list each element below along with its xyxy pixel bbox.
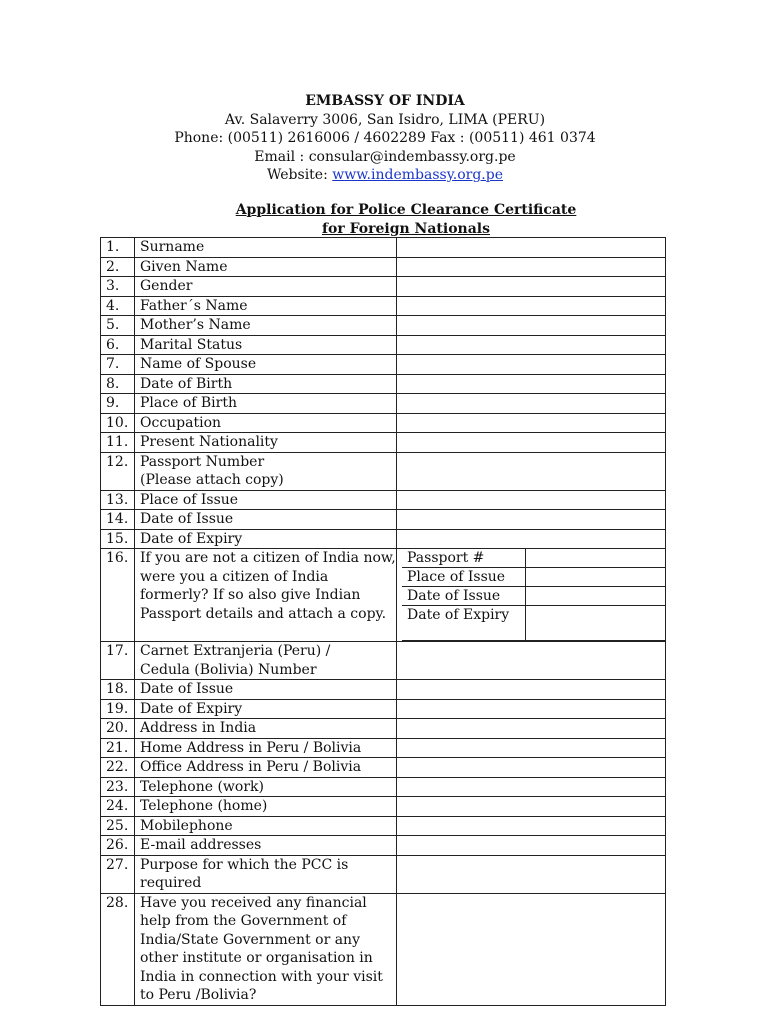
- embassy-phone: Phone: (00511) 2616006 / 4602289 Fax : (00511) 461 0374: [174, 130, 596, 146]
- form-row: [101, 855, 666, 893]
- field-number: 6.: [101, 335, 135, 355]
- field-answer-box[interactable]: [397, 355, 666, 375]
- form-row: [101, 374, 666, 394]
- form-row: [101, 490, 666, 510]
- field-number: 27.: [101, 855, 135, 893]
- field-number: 3.: [101, 277, 135, 297]
- field-number: 5.: [101, 316, 135, 336]
- field-answer-box[interactable]: [397, 738, 666, 758]
- field-number: 16.: [101, 549, 135, 642]
- form-row: [101, 836, 666, 856]
- field-number: 8.: [101, 374, 135, 394]
- field-label: E-mail addresses: [135, 836, 397, 856]
- subtable-row: [402, 587, 665, 606]
- field-answer-box[interactable]: [397, 335, 666, 355]
- field-answer-box[interactable]: [397, 758, 666, 778]
- field-answer-box[interactable]: [397, 680, 666, 700]
- form-row: [101, 335, 666, 355]
- field-answer-box[interactable]: [397, 413, 666, 433]
- subtable-row: [402, 606, 665, 641]
- field-number: 17.: [101, 642, 135, 680]
- field-number: 20.: [101, 719, 135, 739]
- field-label: Passport Number (Please attach copy): [135, 452, 397, 490]
- field-label: Date of Expiry: [135, 529, 397, 549]
- subtable-row: [402, 549, 665, 568]
- field-label: Date of Birth: [135, 374, 397, 394]
- field-number: 11.: [101, 433, 135, 453]
- field-answer-box[interactable]: [397, 529, 666, 549]
- website-link[interactable]: www.indembassy.org.pe: [332, 167, 503, 183]
- embassy-name: EMBASSY OF INDIA: [305, 93, 465, 109]
- subfield-label: Date of Issue: [402, 587, 526, 606]
- form-title-line-2: for Foreign Nationals: [321, 220, 490, 237]
- field-number: 19.: [101, 699, 135, 719]
- field-answer-box[interactable]: [397, 699, 666, 719]
- field-answer-box[interactable]: [397, 797, 666, 817]
- field-label: Telephone (work): [135, 777, 397, 797]
- field-label: Purpose for which the PCC is required: [135, 855, 397, 893]
- field-label: Carnet Extranjeria (Peru) / Cedula (Bolivia) Number: [135, 642, 397, 680]
- form-row: [101, 413, 666, 433]
- field-label: If you are not a citizen of India now, were you a citizen of India formerly? If so also give Indian Passport details and attach a copy.: [135, 549, 397, 642]
- field-answer-box[interactable]: [397, 394, 666, 414]
- field-answer-box[interactable]: [397, 836, 666, 856]
- field-number: 24.: [101, 797, 135, 817]
- form-row: [101, 452, 666, 490]
- subfield-label: Date of Expiry: [402, 606, 526, 641]
- form-row: [101, 238, 666, 258]
- subfield-answer-box[interactable]: [526, 587, 666, 606]
- form-row: [101, 699, 666, 719]
- field-label: Surname: [135, 238, 397, 258]
- form-title: [0, 201, 770, 238]
- field-label: Mobilephone: [135, 816, 397, 836]
- field-number: 21.: [101, 738, 135, 758]
- form-row: [101, 816, 666, 836]
- embassy-address: Av. Salaverry 3006, San Isidro, LIMA (PERU): [224, 111, 546, 128]
- form-row: [101, 549, 666, 642]
- form-row: [101, 257, 666, 277]
- field-number: 18.: [101, 680, 135, 700]
- form-row: [101, 893, 666, 1005]
- field-answer-box[interactable]: [397, 510, 666, 530]
- embassy-website-line: [0, 166, 770, 185]
- field-label: Mother’s Name: [135, 316, 397, 336]
- field-number: 14.: [101, 510, 135, 530]
- field-answer-box[interactable]: [397, 374, 666, 394]
- field-answer-box[interactable]: [397, 777, 666, 797]
- subfield-label: Passport #: [402, 549, 526, 568]
- form-row: [101, 296, 666, 316]
- field-number: 4.: [101, 296, 135, 316]
- field-answer-box[interactable]: [397, 452, 666, 490]
- field-answer-box[interactable]: [397, 893, 666, 1005]
- field-number: 1.: [101, 238, 135, 258]
- form-row: [101, 433, 666, 453]
- subfield-answer-box[interactable]: [526, 549, 666, 568]
- field-answer-box[interactable]: [397, 277, 666, 297]
- form-row: [101, 529, 666, 549]
- embassy-email: Email : consular@indembassy.org.pe: [254, 148, 516, 165]
- field-answer-box[interactable]: [397, 257, 666, 277]
- subfield-answer-box[interactable]: [526, 568, 666, 587]
- field-number: 9.: [101, 394, 135, 414]
- form-row: [101, 642, 666, 680]
- form-row: [101, 777, 666, 797]
- field-answer-box[interactable]: [397, 719, 666, 739]
- field-label: Telephone (home): [135, 797, 397, 817]
- field-answer-box[interactable]: [397, 642, 666, 680]
- field-answer-box[interactable]: [397, 433, 666, 453]
- letterhead: [0, 92, 770, 185]
- field-label: Office Address in Peru / Bolivia: [135, 758, 397, 778]
- field-label: Marital Status: [135, 335, 397, 355]
- field-label: Date of Issue: [135, 680, 397, 700]
- form-row: [101, 758, 666, 778]
- field-label: Address in India: [135, 719, 397, 739]
- form-title-line-1: Application for Police Clearance Certificate: [235, 202, 577, 218]
- field-label: Date of Expiry: [135, 699, 397, 719]
- indian-passport-subtable: [402, 549, 665, 641]
- field-label: Have you received any financial help from the Government of India/State Government or any other institute or organisation in India in connection with your visit to Peru /Bolivia?: [135, 893, 397, 1005]
- field-number: 28.: [101, 893, 135, 1005]
- field-number: 23.: [101, 777, 135, 797]
- field-answer-box[interactable]: [397, 549, 666, 642]
- field-answer-box[interactable]: [397, 296, 666, 316]
- field-answer-box[interactable]: [397, 855, 666, 893]
- form-row: [101, 355, 666, 375]
- subfield-label: Place of Issue: [402, 568, 526, 587]
- field-number: 13.: [101, 490, 135, 510]
- field-label: Home Address in Peru / Bolivia: [135, 738, 397, 758]
- form-row: [101, 277, 666, 297]
- form-row: [101, 797, 666, 817]
- field-label: Present Nationality: [135, 433, 397, 453]
- subtable-row: [402, 568, 665, 587]
- field-answer-box[interactable]: [397, 490, 666, 510]
- form-row: [101, 719, 666, 739]
- field-label: Name of Spouse: [135, 355, 397, 375]
- field-label: Occupation: [135, 413, 397, 433]
- application-form-table: [100, 237, 666, 1006]
- field-answer-box[interactable]: [397, 816, 666, 836]
- form-row: [101, 680, 666, 700]
- form-row: [101, 738, 666, 758]
- field-number: 7.: [101, 355, 135, 375]
- field-answer-box[interactable]: [397, 316, 666, 336]
- field-number: 25.: [101, 816, 135, 836]
- field-number: 10.: [101, 413, 135, 433]
- field-label: Date of Issue: [135, 510, 397, 530]
- field-label: Given Name: [135, 257, 397, 277]
- subfield-answer-box[interactable]: [526, 606, 666, 641]
- form-row: [101, 394, 666, 414]
- field-number: 2.: [101, 257, 135, 277]
- form-row: [101, 510, 666, 530]
- field-number: 22.: [101, 758, 135, 778]
- form-row: [101, 316, 666, 336]
- field-answer-box[interactable]: [397, 238, 666, 258]
- field-number: 15.: [101, 529, 135, 549]
- website-label: Website:: [267, 167, 333, 183]
- field-label: Father´s Name: [135, 296, 397, 316]
- field-label: Place of Birth: [135, 394, 397, 414]
- field-number: 26.: [101, 836, 135, 856]
- field-label: Gender: [135, 277, 397, 297]
- field-number: 12.: [101, 452, 135, 490]
- field-label: Place of Issue: [135, 490, 397, 510]
